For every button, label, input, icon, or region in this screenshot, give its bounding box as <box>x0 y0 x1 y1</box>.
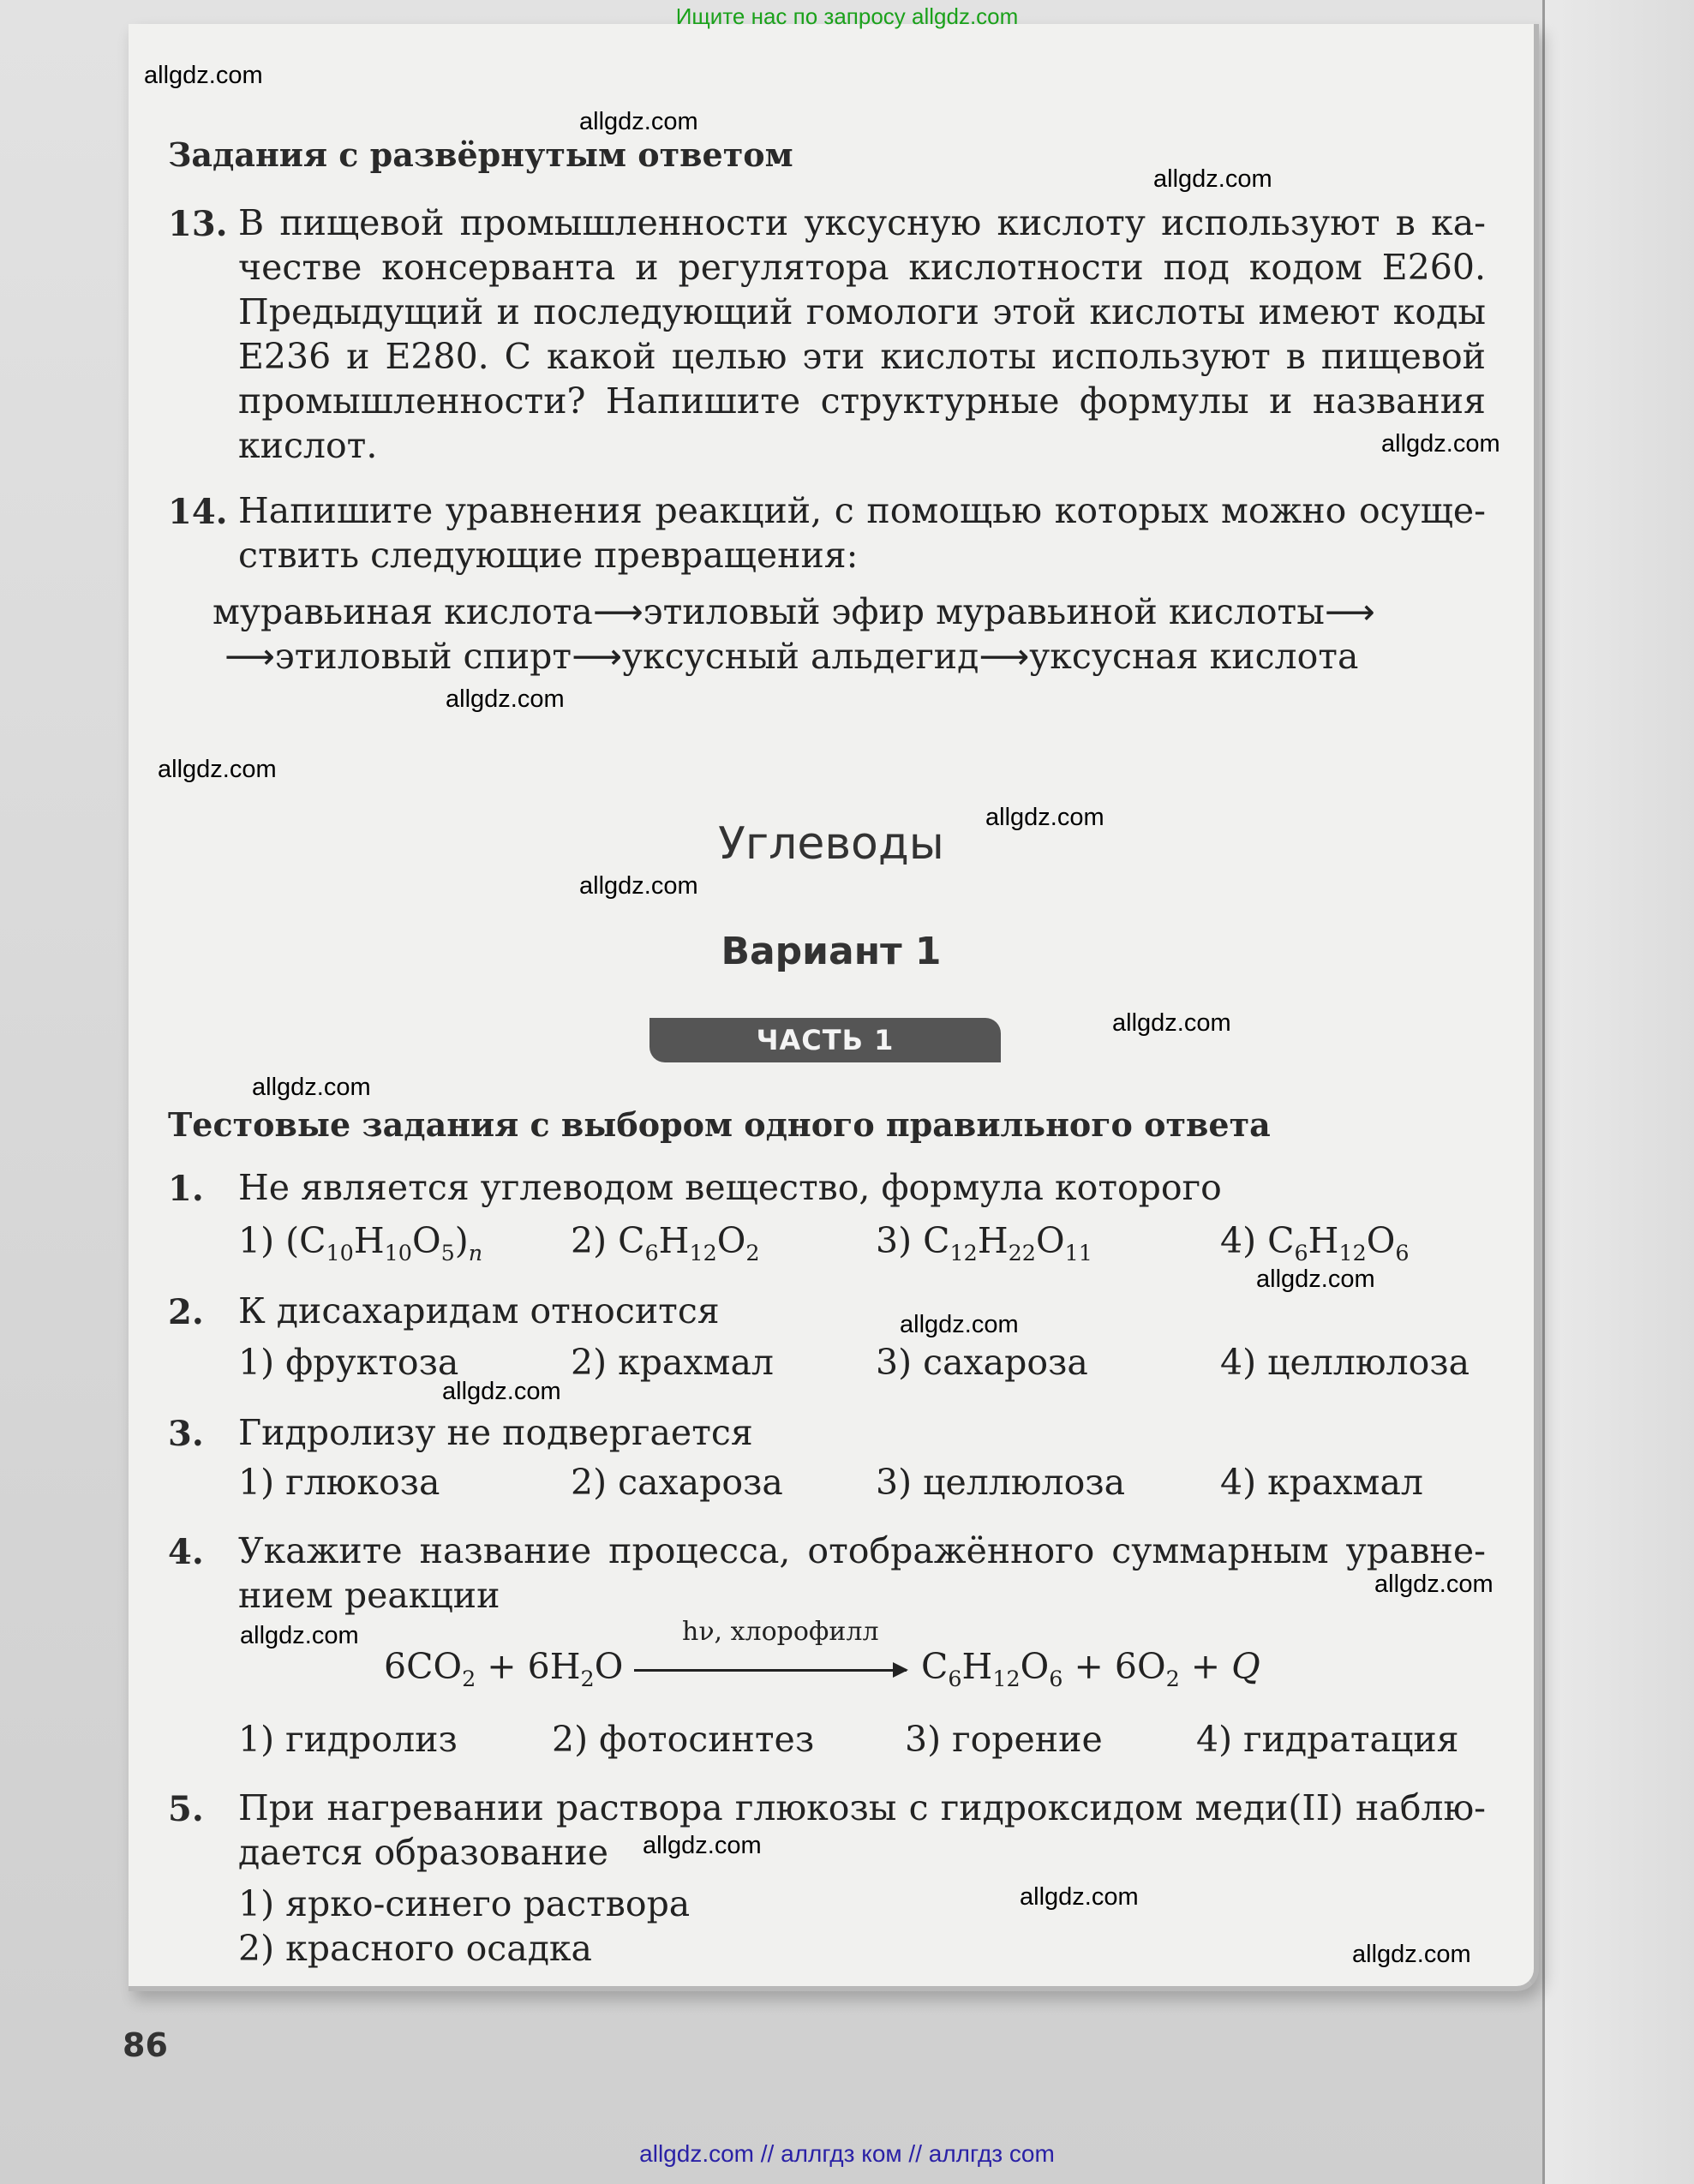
chain-substance: этиловый эфир муравьиной кислоты <box>643 591 1325 632</box>
watermark: allgdz.com <box>446 685 565 713</box>
question-1-text: Не является углеводом вещество, формула которого <box>238 1167 1222 1208</box>
chain-substance: муравьиная кислота <box>212 591 593 632</box>
watermark: allgdz.com <box>144 62 263 89</box>
question-14-text <box>238 488 1486 577</box>
watermark: allgdz.com <box>1153 165 1272 193</box>
question-4-text <box>238 1529 1486 1618</box>
answer-option: 1) ярко-синего раствора <box>238 1883 691 1924</box>
question-number: 1. <box>168 1169 204 1209</box>
text-line: ствить следующие превращения: <box>238 535 859 576</box>
question-number: 4. <box>168 1532 204 1572</box>
watermark: allgdz.com <box>985 804 1104 831</box>
answer-option: 3) горение <box>905 1719 1103 1760</box>
text-line: кислот. <box>238 425 378 466</box>
arrow-icon: ⟶ <box>224 636 275 677</box>
watermark: allgdz.com <box>240 1622 359 1649</box>
text-line: Укажите название процесса, отображённого суммарным уравне- <box>238 1530 1486 1571</box>
answer-option: 4) целлюлоза <box>1220 1342 1470 1383</box>
page-number: 86 <box>123 2026 168 2064</box>
watermark: allgdz.com <box>900 1311 1019 1338</box>
next-page-edge <box>1542 0 1694 2184</box>
text-line: честве консерванта и регулятора кислотности под кодом E260. <box>238 247 1486 288</box>
chapter-heading: Углеводы <box>718 818 944 870</box>
text-line: E236 и E280. С какой целью эти кислоты используют в пищевой <box>238 336 1486 377</box>
text-line: Предыдущий и последующий гомологи этой кислоты имеют коды <box>238 291 1486 332</box>
watermark: allgdz.com <box>1381 430 1500 458</box>
text-line: В пищевой промышленности уксусную кислоту используют в ка- <box>238 202 1486 243</box>
question-2-text: К дисахаридам относится <box>238 1290 720 1331</box>
question-number: 3. <box>168 1414 204 1454</box>
watermark: allgdz.com <box>643 1832 762 1859</box>
answer-option: 3) $C_{12}H_{22}O_{11}$ <box>876 1220 1092 1266</box>
watermark: allgdz.com <box>158 756 277 783</box>
answer-option: 2) красного осадка <box>238 1928 593 1969</box>
question-3-text: Гидролизу не подвергается <box>238 1412 753 1453</box>
question-number: 5. <box>168 1789 204 1829</box>
arrow-icon: ⟶ <box>1324 591 1375 632</box>
reaction-products: $C_6H_{12}O_6 + 6O_2 + Q$ <box>921 1646 1260 1691</box>
watermark: allgdz.com <box>1256 1266 1375 1293</box>
question-number: 13. <box>168 204 228 244</box>
watermark: allgdz.com <box>252 1074 371 1101</box>
watermark: allgdz.com <box>579 872 698 900</box>
watermark: allgdz.com <box>442 1378 561 1405</box>
text-line: Напишите уравнения реакций, с помощью которых можно осуще- <box>238 490 1486 531</box>
answer-option: 4) гидратация <box>1196 1719 1459 1760</box>
reaction-arrow-icon <box>634 1669 907 1672</box>
reaction-condition: hν, хлорофилл <box>682 1617 879 1647</box>
chain-substance: уксусный альдегид <box>621 636 979 677</box>
answer-option: 3) сахароза <box>876 1342 1088 1383</box>
answer-option: 1) фруктоза <box>238 1342 459 1383</box>
watermark: allgdz.com <box>1112 1009 1231 1037</box>
answer-option: 2) $C_6H_{12}O_2$ <box>571 1220 760 1266</box>
top-banner-link[interactable]: Ищите нас по запросу allgdz.com <box>675 3 1019 29</box>
answer-option: 1) глюкоза <box>238 1462 440 1503</box>
variant-heading: Вариант 1 <box>721 930 942 973</box>
text-line: промышленности? Напишите структурные формулы и названия <box>238 380 1486 422</box>
answer-option: 2) фотосинтез <box>552 1719 815 1760</box>
question-number: 14. <box>168 492 228 532</box>
chain-substance: этиловый спирт <box>274 636 572 677</box>
question-number: 2. <box>168 1292 204 1332</box>
arrow-icon: ⟶ <box>592 591 643 632</box>
part-label: ЧАСТЬ 1 <box>649 1018 1001 1062</box>
text-line: При нагревании раствора глюкозы с гидроксидом меди(II) наблю- <box>238 1787 1486 1828</box>
reaction-reactants: $6CO_2 + 6H_2O$ <box>384 1646 624 1691</box>
answer-option: 1) гидролиз <box>238 1719 458 1760</box>
question-5-text <box>238 1786 1486 1875</box>
answer-option: 3) целлюлоза <box>876 1462 1126 1503</box>
answer-option: 1) $(C_{10}H_{10}O_5)_n$ <box>238 1220 483 1266</box>
answer-option: 4) крахмал <box>1220 1462 1423 1503</box>
arrow-icon: ⟶ <box>572 636 622 677</box>
answer-option: 4) $C_6H_{12}O_6$ <box>1220 1220 1410 1266</box>
answer-option: 2) крахмал <box>571 1342 774 1383</box>
text-line: нием реакции <box>238 1575 500 1616</box>
watermark: allgdz.com <box>1352 1941 1471 1968</box>
reaction-chain-line-2 <box>224 634 1358 679</box>
reaction-chain-line-1 <box>212 589 1375 634</box>
bottom-banner-link[interactable]: allgdz.com // аллгдз ком // аллгдз com <box>639 2140 1055 2167</box>
watermark: allgdz.com <box>1374 1571 1493 1598</box>
arrow-icon: ⟶ <box>979 636 1030 677</box>
answer-option: 2) сахароза <box>571 1462 783 1503</box>
section-title-extended: Задания с развёрнутым ответом <box>168 135 793 174</box>
chain-substance: уксусная кислота <box>1029 636 1359 677</box>
question-13-text <box>238 200 1486 468</box>
watermark: allgdz.com <box>1020 1883 1139 1911</box>
text-line: дается образование <box>238 1832 609 1873</box>
section-title-tests: Тестовые задания с выбором одного правильного ответа <box>168 1105 1271 1144</box>
watermark: allgdz.com <box>579 108 698 135</box>
